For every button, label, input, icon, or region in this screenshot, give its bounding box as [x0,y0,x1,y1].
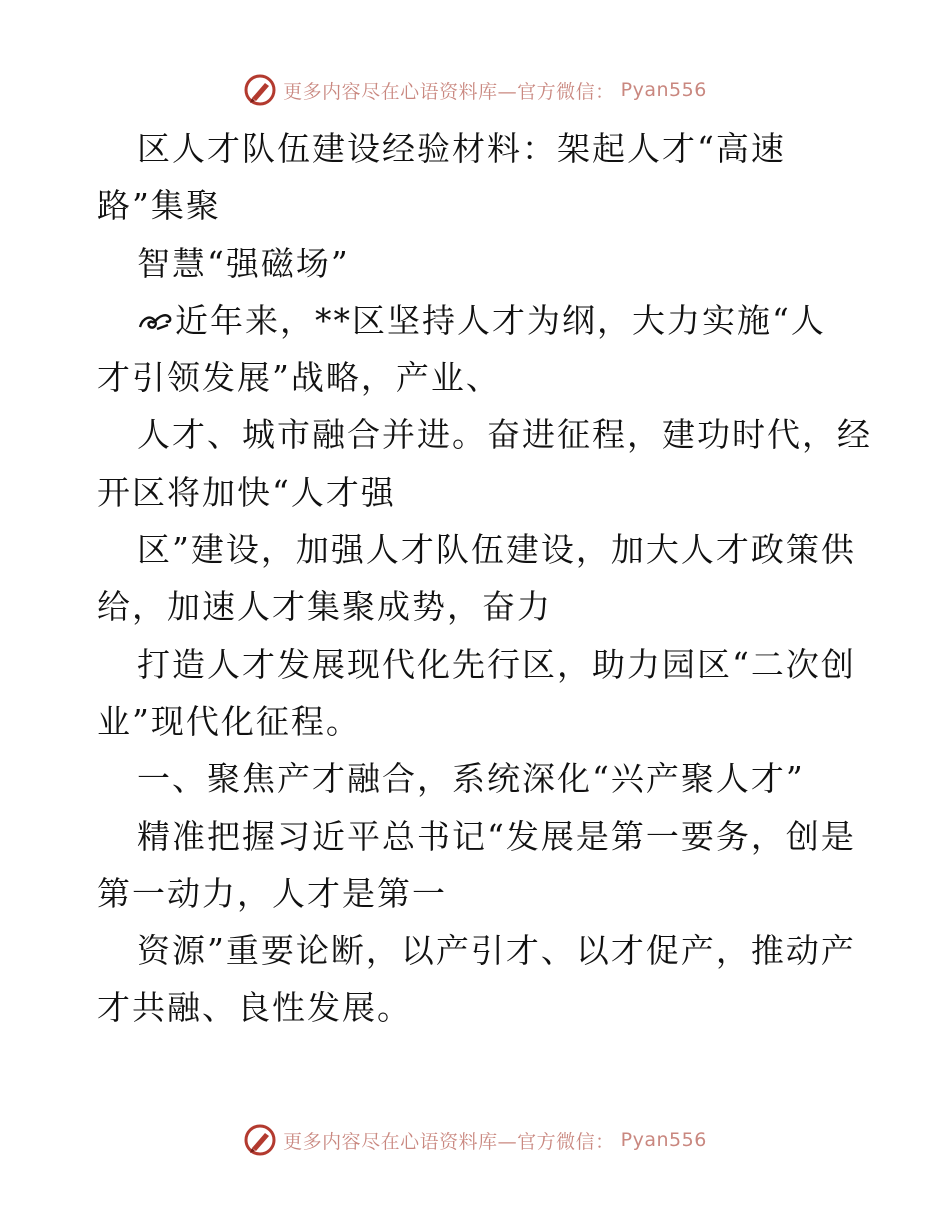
title-line-1: 区人才队伍建设经验材料：架起人才“高速 [137,129,786,168]
title-line-2: 路”集聚 [97,186,221,226]
banner-inner [243,73,707,107]
pen-logo-icon [243,73,277,107]
pen-logo-icon [243,1123,277,1157]
footer-banner-wechat-id: Pyan556 [620,1129,707,1151]
banner-inner-footer [243,1123,707,1157]
paragraph-1-line-2: 才引领发展”战略，产业、 [97,358,501,398]
subtitle-line: 智慧“强磁场” [137,243,350,283]
banner-wechat-id: Pyan556 [620,79,707,101]
paragraph-5-line-2: 第一动力，人才是第一 [97,873,447,913]
paragraph-3-line-1: 区”建设，加强人才队伍建设，加大人才政策供 [137,530,856,570]
paragraph-6-line-1: 资源”重要论断，以产引才、以才促产，推动产 [137,931,856,971]
paragraph-2-line-2: 开区将加快“人才强 [97,472,396,512]
footer-banner [0,1120,950,1160]
scroll-flourish-icon [137,309,173,335]
paragraph-5-line-1: 精准把握习近平总书记“发展是第一要务，创是 [137,816,856,856]
paragraph-4-line-2: 业”现代化征程。 [97,701,361,741]
paragraph-3-line-2: 给，加速人才集聚成势，奋力 [97,587,552,627]
banner-text: 更多内容尽在心语资料库—官方微信： [283,80,615,103]
paragraph-4-line-1: 打造人才发展现代化先行区，助力园区“二次创 [137,644,856,684]
paragraph-2-line-1: 人才、城市融合并进。奋进征程，建功时代，经 [137,415,872,455]
section-heading-1: 一、聚焦产才融合，系统深化“兴产聚人才” [137,759,805,799]
paragraph-1-text: 近年来，**区坚持人才为纲，大力实施“人 [175,300,826,340]
paragraph-1-line-1 [97,292,857,349]
header-banner [0,70,950,110]
paragraph-6-line-2: 才共融、良性发展。 [97,988,412,1028]
document-body [97,120,872,1037]
footer-banner-text: 更多内容尽在心语资料库—官方微信： [283,1130,615,1153]
